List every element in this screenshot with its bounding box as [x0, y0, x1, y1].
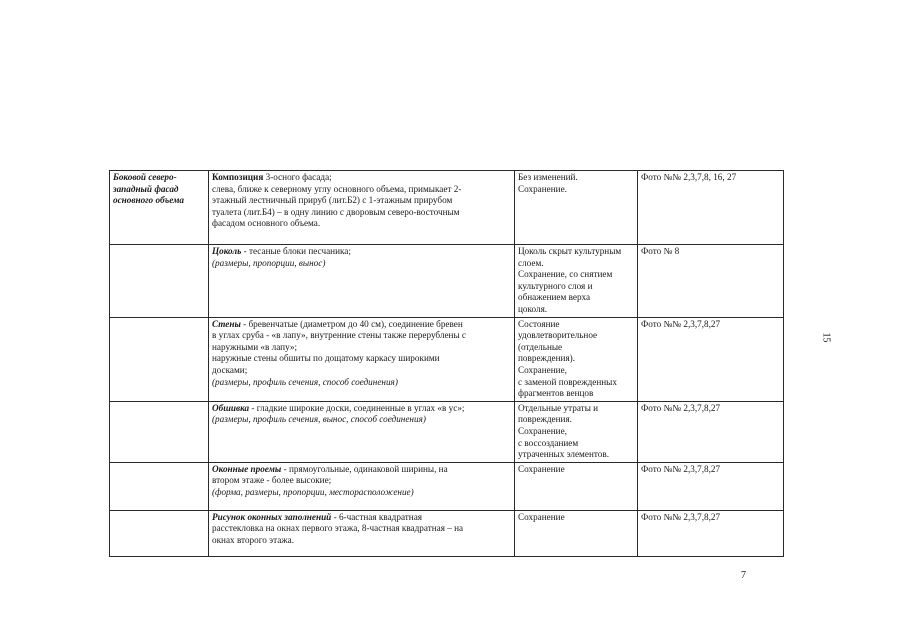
state-text: повреждения.	[518, 414, 572, 425]
photo-cell	[638, 401, 784, 462]
description-text: - прямоугольные, одинаковой ширины, на	[281, 463, 448, 474]
description-text: (форма, размеры, пропорции, месторасположение)	[212, 486, 414, 497]
table-row	[110, 401, 784, 462]
photo-cell	[638, 171, 784, 245]
description-cell	[209, 510, 515, 556]
empty-cell	[110, 462, 209, 510]
description-cell	[209, 401, 515, 462]
state-text: повреждения).	[518, 353, 576, 364]
state-text: обнажением верха	[518, 292, 591, 303]
photo-cell	[638, 245, 784, 318]
description-text: фасадом основного объема.	[212, 218, 321, 229]
description-text: - бревенчатые (диаметром до 40 см), соединение бревен	[240, 318, 463, 329]
state-text: удовлетворительное	[518, 330, 598, 341]
description-text: окнах второго этажа.	[212, 534, 295, 545]
section-cell	[110, 171, 209, 245]
description-text: - гладкие широкие доски, соединенные в углах «в ус»;	[249, 402, 465, 413]
photo-cell	[638, 462, 784, 510]
photo-ref: Фото №№ 2,3,7,8, 16, 27	[641, 172, 737, 182]
description-text: досками;	[212, 364, 248, 375]
state-text: Состояние	[518, 318, 560, 329]
table-row	[110, 245, 784, 318]
heritage-table	[109, 170, 784, 557]
description-text: расстекловка на окнах первого этажа, 8-частная квадратная – на	[212, 523, 464, 534]
photo-ref: Фото №№ 2,3,7,8,27	[641, 463, 721, 474]
section-title-line: основного объема	[113, 195, 184, 206]
description-text: этажный лестничный прируб (лит.Б2) с 1-этажным прирубом	[212, 195, 453, 206]
description-text: (размеры, профиль сечения, способ соединения)	[212, 376, 398, 387]
element-term: Оконные проемы	[212, 463, 282, 474]
table-row	[110, 317, 784, 401]
state-text: культурного слоя и	[518, 280, 593, 291]
photo-ref: Фото №№ 2,3,7,8,27	[641, 511, 721, 522]
state-text: Сохранение, со снятием	[518, 269, 613, 280]
state-cell	[515, 510, 638, 556]
state-cell	[515, 317, 638, 401]
empty-cell	[110, 317, 209, 401]
description-text: (размеры, профиль сечения, вынос, способ соединения)	[212, 414, 426, 425]
photo-cell	[638, 510, 784, 556]
section-title-line: Боковой северо-	[113, 172, 177, 182]
state-text: Отдельные утраты и	[518, 402, 599, 413]
element-term: Цоколь	[212, 246, 242, 256]
element-term: Композиция	[212, 172, 264, 182]
description-text: втором этаже - более высокие;	[212, 475, 332, 486]
side-page-number: 15	[820, 332, 832, 343]
photo-ref: Фото № 8	[641, 246, 680, 256]
element-term: Рисунок оконных заполнений	[212, 511, 332, 522]
description-cell	[209, 462, 515, 510]
state-text: с заменой поврежденных	[518, 376, 617, 387]
state-text: фрагментов венцов	[518, 388, 594, 399]
photo-cell	[638, 317, 784, 401]
description-text: в углах сруба - «в лапу», внутренние стены также перерублены с	[212, 330, 466, 341]
state-text: слоем.	[518, 257, 544, 268]
state-text: Сохранение	[518, 511, 565, 522]
description-text: слева, ближе к северному углу основного объема, примыкает 2-	[212, 183, 462, 194]
state-text: цоколя.	[518, 303, 548, 314]
description-text: - тесаные блоки песчаника;	[241, 246, 351, 256]
state-text: Без изменений.	[518, 172, 578, 182]
section-title-line: западный фасад	[113, 183, 179, 194]
description-cell	[209, 317, 515, 401]
table-row	[110, 462, 784, 510]
photo-ref: Фото №№ 2,3,7,8,27	[641, 318, 721, 329]
state-text: Сохранение,	[518, 425, 567, 436]
description-text: (размеры, пропорции, вынос)	[212, 257, 326, 268]
state-text: Сохранение.	[518, 183, 567, 194]
state-cell	[515, 462, 638, 510]
state-cell	[515, 245, 638, 318]
state-text: с воссозданием	[518, 437, 579, 448]
description-text: наружные стены обшиты по дощатому каркасу широкими	[212, 353, 440, 364]
description-text: - 6-частная квадратная	[331, 511, 423, 522]
state-text: Сохранение,	[518, 364, 567, 375]
element-term: Стены	[212, 318, 241, 329]
state-text: (отдельные	[518, 341, 563, 352]
description-text: наружными «в лапу»;	[212, 341, 298, 352]
empty-cell	[110, 245, 209, 318]
description-cell	[209, 171, 515, 245]
element-term: Обшивка	[212, 402, 250, 413]
state-text: Цоколь скрыт культурным	[518, 246, 622, 256]
description-text: 3-осного фасада;	[263, 172, 332, 182]
empty-cell	[110, 510, 209, 556]
empty-cell	[110, 401, 209, 462]
photo-ref: Фото №№ 2,3,7,8,27	[641, 402, 721, 413]
description-text: туалета (лит.Б4) – в одну линию с дворовым северо-восточным	[212, 206, 460, 217]
state-text: Сохранение	[518, 463, 565, 474]
state-cell	[515, 401, 638, 462]
page-number: 7	[741, 570, 746, 581]
state-cell	[515, 171, 638, 245]
table-row	[110, 171, 784, 245]
state-text: утраченных элементов.	[518, 449, 609, 460]
description-cell	[209, 245, 515, 318]
table-row	[110, 510, 784, 556]
